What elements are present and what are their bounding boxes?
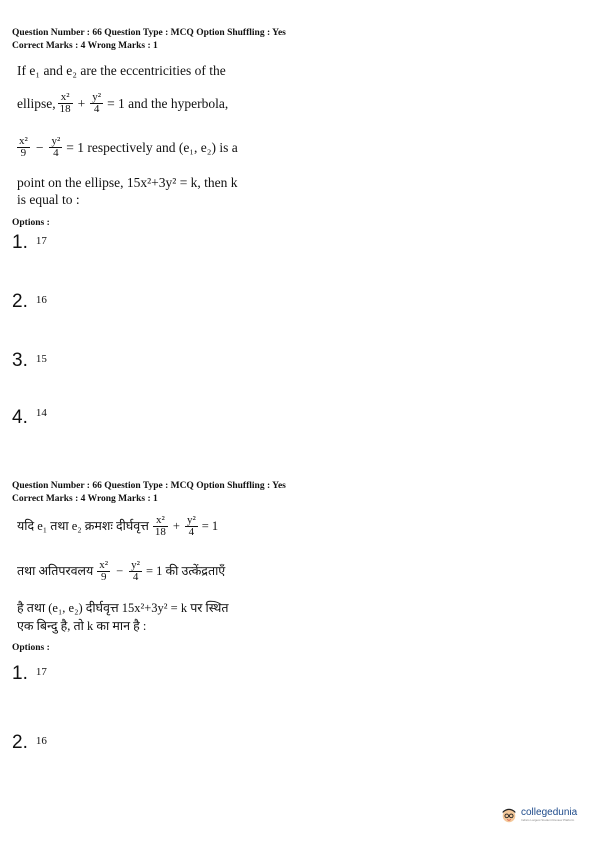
hyperbola-suffix: = 1 respectively and (e₁, e₂) is a <box>66 140 238 155</box>
option-1[interactable]: 1. 17 <box>12 232 47 253</box>
question-1-ellipse-line: ellipse, $\frac{\text{x²}}{18}$ + $\frac{\text{y²}}{4}$ = 1 and the hyperbola, <box>17 91 229 115</box>
fraction-y2-over-4: $\frac{\text{y²}}{4}$ <box>92 91 102 115</box>
question-1-line-5: is equal to : <box>17 192 80 207</box>
fraction-y2-over-4: $\frac{\text{y²}}{4}$ <box>51 135 61 159</box>
options-label-2: Options : <box>12 643 50 653</box>
mascot-icon <box>500 806 518 824</box>
question-2-line-3: है तथा (e₁, e₂) दीर्घवृत्त 15x²+3y² = k पर स्थित <box>17 601 229 615</box>
fraction-y2-over-4: $\frac{\text{y²}}{4}$ <box>131 559 140 583</box>
ellipse-suffix: = 1 and the hyperbola, <box>107 96 229 111</box>
options-label-1: Options : <box>12 218 50 228</box>
question-1-line-1: If e₁ and e₂ are the eccentricities of the <box>17 63 226 78</box>
ellipse-prefix: ellipse, <box>17 96 56 111</box>
question-header-2: Question Number : 66 Question Type : MCQ Option Shuffling : Yes <box>12 481 286 491</box>
option-1[interactable]: 1. 17 <box>12 663 47 684</box>
option-3[interactable]: 3. 15 <box>12 350 47 371</box>
question-header-1: Question Number : 66 Question Type : MCQ Option Shuffling : Yes <box>12 28 286 38</box>
fraction-y2-over-4: $\frac{\text{y²}}{4}$ <box>186 514 196 538</box>
question-1-line-4: point on the ellipse, 15x²+3y² = k, then k <box>17 175 238 190</box>
question-2-line-1: यदि e₁ तथा e₂ क्रमशः दीर्घवृत्त $\frac{\text{x²}}{18}$ + $\frac{\text{y²}}{4}$ = 1 <box>17 514 219 538</box>
option-2[interactable]: 2. 16 <box>12 291 47 312</box>
question-2-line-2: तथा अतिपरवलय $\frac{\text{x²}}{9}$ − $\frac{\text{y²}}{4}$ = 1 की उत्केंद्रताएँ <box>17 559 226 583</box>
question-1-hyperbola-line: $\frac{\text{x²}}{9}$ − $\frac{\text{y²}}{4}$ = 1 respectively and (e₁, e₂) is a <box>19 135 238 159</box>
fraction-x2-over-18: $\frac{\text{x²}}{18}$ <box>59 91 71 115</box>
collegedunia-logo: collegedunia India's Largest Student Review Platform <box>500 806 577 824</box>
option-2[interactable]: 2. 16 <box>12 732 47 753</box>
option-4[interactable]: 4. 14 <box>12 407 47 428</box>
marks-header-2: Correct Marks : 4 Wrong Marks : 1 <box>12 494 158 504</box>
fraction-x2-over-9: $\frac{\text{x²}}{9}$ <box>19 135 28 159</box>
question-2-line-4: एक बिन्दु है, तो k का मान है : <box>17 619 147 633</box>
fraction-x2-over-18: $\frac{\text{x²}}{18}$ <box>154 514 166 538</box>
marks-header-1: Correct Marks : 4 Wrong Marks : 1 <box>12 41 158 51</box>
fraction-x2-over-9: $\frac{\text{x²}}{9}$ <box>99 559 109 583</box>
